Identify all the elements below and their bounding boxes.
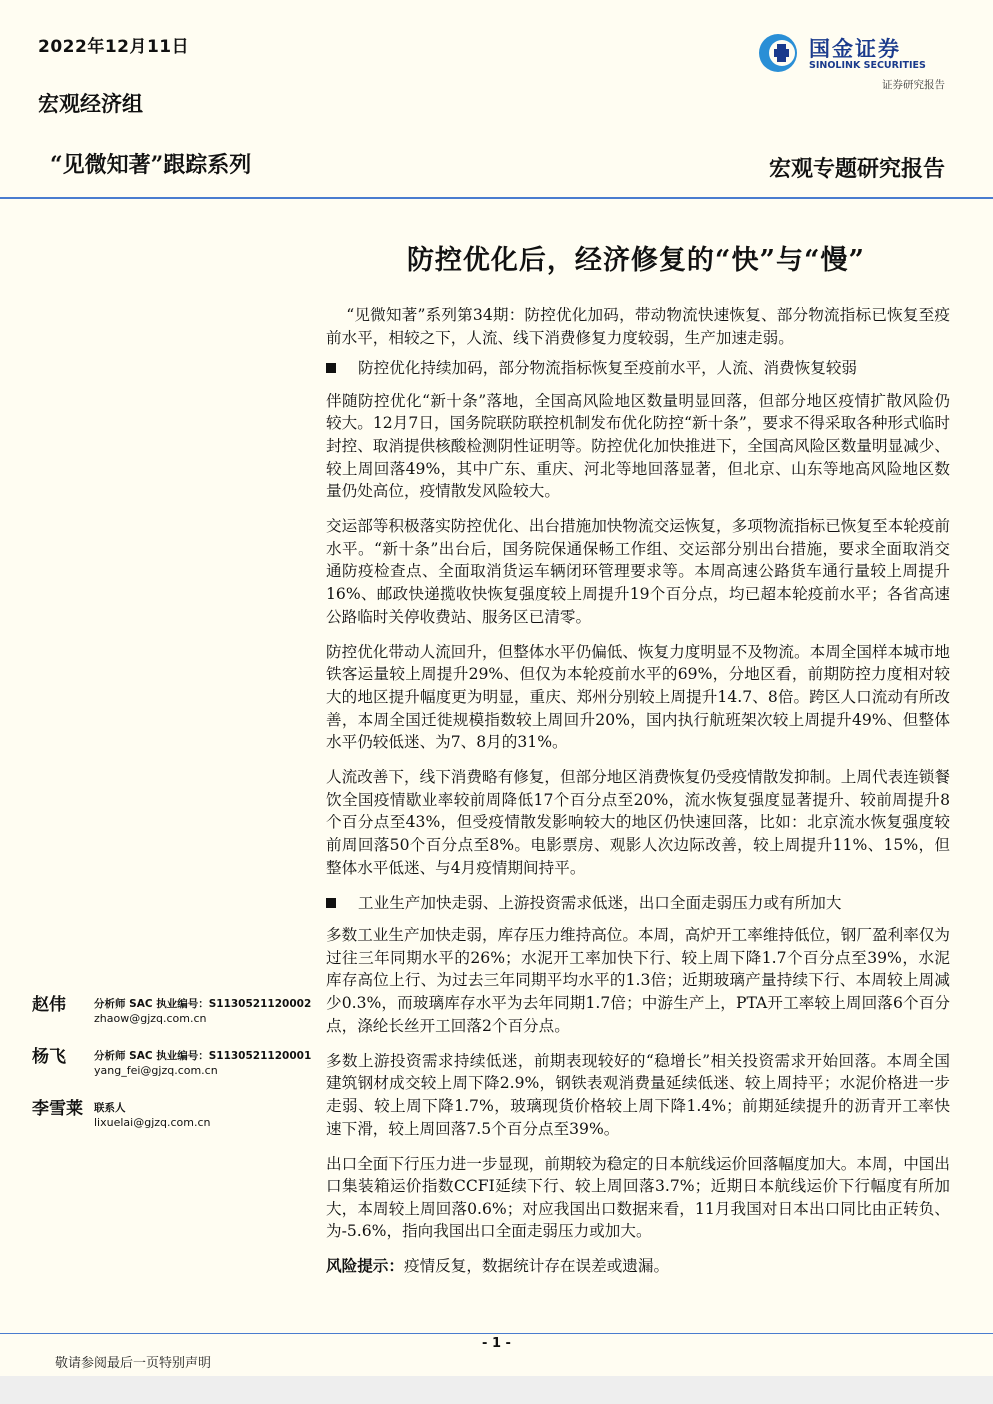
square-bullet-icon [326,898,336,908]
risk-label: 风险提示： [326,1256,404,1276]
analyst-list [32,990,322,1146]
analyst-email[interactable]: yang_fei@gjzq.com.cn [94,1064,218,1077]
analyst-role: 联系人 [94,1102,126,1114]
page-number: - 1 - [482,1336,511,1351]
section-heading-1 [326,357,950,380]
analyst-email[interactable]: lixuelai@gjzq.com.cn [94,1116,211,1129]
paragraph: 交运部等积极落实防控优化、出台措施加快物流交运恢复，多项物流指标已恢复至本轮疫前水平。“新十条”出台后，国务院保通保畅工作组、交运部分别出台措施，要求全面取消交通防疫检查点、全面取消货运车辆闭环管理要求等。本周高速公路货车通行量较上周提升16%、邮政快递揽收快恢复强度较上周提升19个百分点，均已超本轮疫前水平；各省高速公路临时关停收费站、服务区已清零。 [326,517,950,626]
paragraph: 伴随防控优化“新十条”落地，全国高风险地区数量明显回落，但部分地区疫情扩散风险仍较大。12月7日，国务院联防联控机制发布优化防控“新十条”，要求不得采取各种形式临时封控、取消提供核酸检测阴性证明等。防控优化加快推进下，全国高风险区数量明显减少、较上周回落49%，其中广东、重庆、河北等地回落显著，但北京、山东等地高风险地区数量仍处高位，疫情散发风险较大。 [326,391,950,501]
analyst-name: 赵伟 [32,995,66,1015]
analyst-role: 分析师 SAC 执业编号：S1130521120002 [94,998,312,1010]
series-name: “见微知著”跟踪系列 [50,152,252,178]
logo-chinese-name: 国金证券 [809,37,901,61]
report-title: 防控优化后，经济修复的“快”与“慢” [406,245,866,276]
paragraph: 防控优化带动人流回升，但整体水平仍偏低、恢复力度明显不及物流。本周全国样本城市地铁客运量较上周提升29%、但仅为本轮疫前水平的69%，分地区看，前期防控力度相对较大的地区提升幅度更为明显，重庆、郑州分别较上周提升14.7、8倍。跨区人口流动有所改善，本周全国迁徙规模指数较上周回升20%，国内执行航班架次较上周提升49%、但整体水平仍较低迷、为7、8月的31%。 [326,642,950,752]
risk-text: 疫情反复，数据统计存在误差或遗漏。 [403,1257,670,1276]
company-logo [757,32,947,74]
analyst-name: 杨飞 [32,1047,66,1067]
analyst-name: 李雪莱 [32,1099,83,1119]
bottom-band [0,1376,993,1404]
sinolink-logo-icon [757,32,799,74]
report-date: 2022年12月11日 [38,37,190,57]
paragraph: 人流改善下，线下消费略有修复，但部分地区消费恢复仍受疫情散发抑制。上周代表连锁餐饮全国疫情歇业率较前周降低17个百分点至20%，流水恢复强度显著提升、较前周提升8个百分点至43%，但受疫情散发影响较大的地区仍快速回落，比如：北京流水恢复强度较前周回落50个百分点至8%。电影票房、观影人次边际改善，较上周提升11%、15%，但整体水平低迷、与4月疫情期间持平。 [326,768,950,877]
analyst-email[interactable]: zhaow@gjzq.com.cn [94,1012,207,1025]
intro-paragraph: “见微知著”系列第34期：防控优化加码，带动物流快速恢复、部分物流指标已恢复至疫前水平，相较之下，人流、线下消费修复力度较弱，生产加速走弱。 [326,306,950,347]
analyst-entry [32,1094,322,1146]
footer-divider [0,1333,993,1334]
report-body [326,304,950,1291]
paragraph: 多数工业生产加快走弱，库存压力维持高位。本周，高炉开工率维持低位，钢厂盈利率仅为过往三年同期水平的26%；水泥开工率加快下行、较上周下降1.7个百分点至39%，水泥库存高位上行、为过去三年同期平均水平的1.3倍；近期玻璃产量持续下行、本周较上周减少0.3%，而玻璃库存水平为去年同期1.7倍；中游生产上，PTA开工率较上周回落6个百分点，涤纶长丝开工回落2个百分点。 [326,926,950,1035]
page-header [0,0,993,199]
section-heading-text: 防控优化持续加码，部分物流指标恢复至疫前水平，人流、消费恢复较弱 [358,359,858,378]
logo-english-name: SINOLINK SECURITIES [809,60,926,71]
section-heading-2 [326,892,950,915]
analyst-entry [32,990,322,1042]
section-heading-text: 工业生产加快走弱、上游投资需求低迷，出口全面走弱压力或有所加大 [358,893,842,912]
research-group: 宏观经济组 [38,91,143,116]
square-bullet-icon [326,363,336,373]
analyst-role: 分析师 SAC 执业编号：S1130521120001 [94,1050,312,1062]
research-report-label: 证券研究报告 [882,79,945,91]
paragraph: 出口全面下行压力进一步显现，前期较为稳定的日本航线运价回落幅度加大。本周，中国出口集装箱运价指数CCFI延续下行、较上周回落3.7%；近期日本航线运价下行幅度有所加大，本周较上周回落0.6%；对应我国出口数据来看，11月我国对日本出口同比由正转负、为-5.6%，指向我国出口全面走弱压力或加大。 [326,1154,950,1241]
risk-warning [326,1255,950,1278]
header-divider [0,197,993,199]
paragraph: 多数上游投资需求持续低迷，前期表现较好的“稳增长”相关投资需求开始回落。本周全国建筑钢材成交较上周下降2.9%，钢铁表观消费量延续低迷、较上周持平；水泥价格进一步走弱、较上周下降1.7%，玻璃现货价格较上周下降1.4%；前期延续提升的沥青开工率快速下滑，较上周回落7.5个百分点至39%。 [326,1051,950,1138]
report-type: 宏观专题研究报告 [768,156,945,182]
footer-disclaimer: 敬请参阅最后一页特别声明 [55,1356,212,1371]
analyst-entry [32,1042,322,1094]
